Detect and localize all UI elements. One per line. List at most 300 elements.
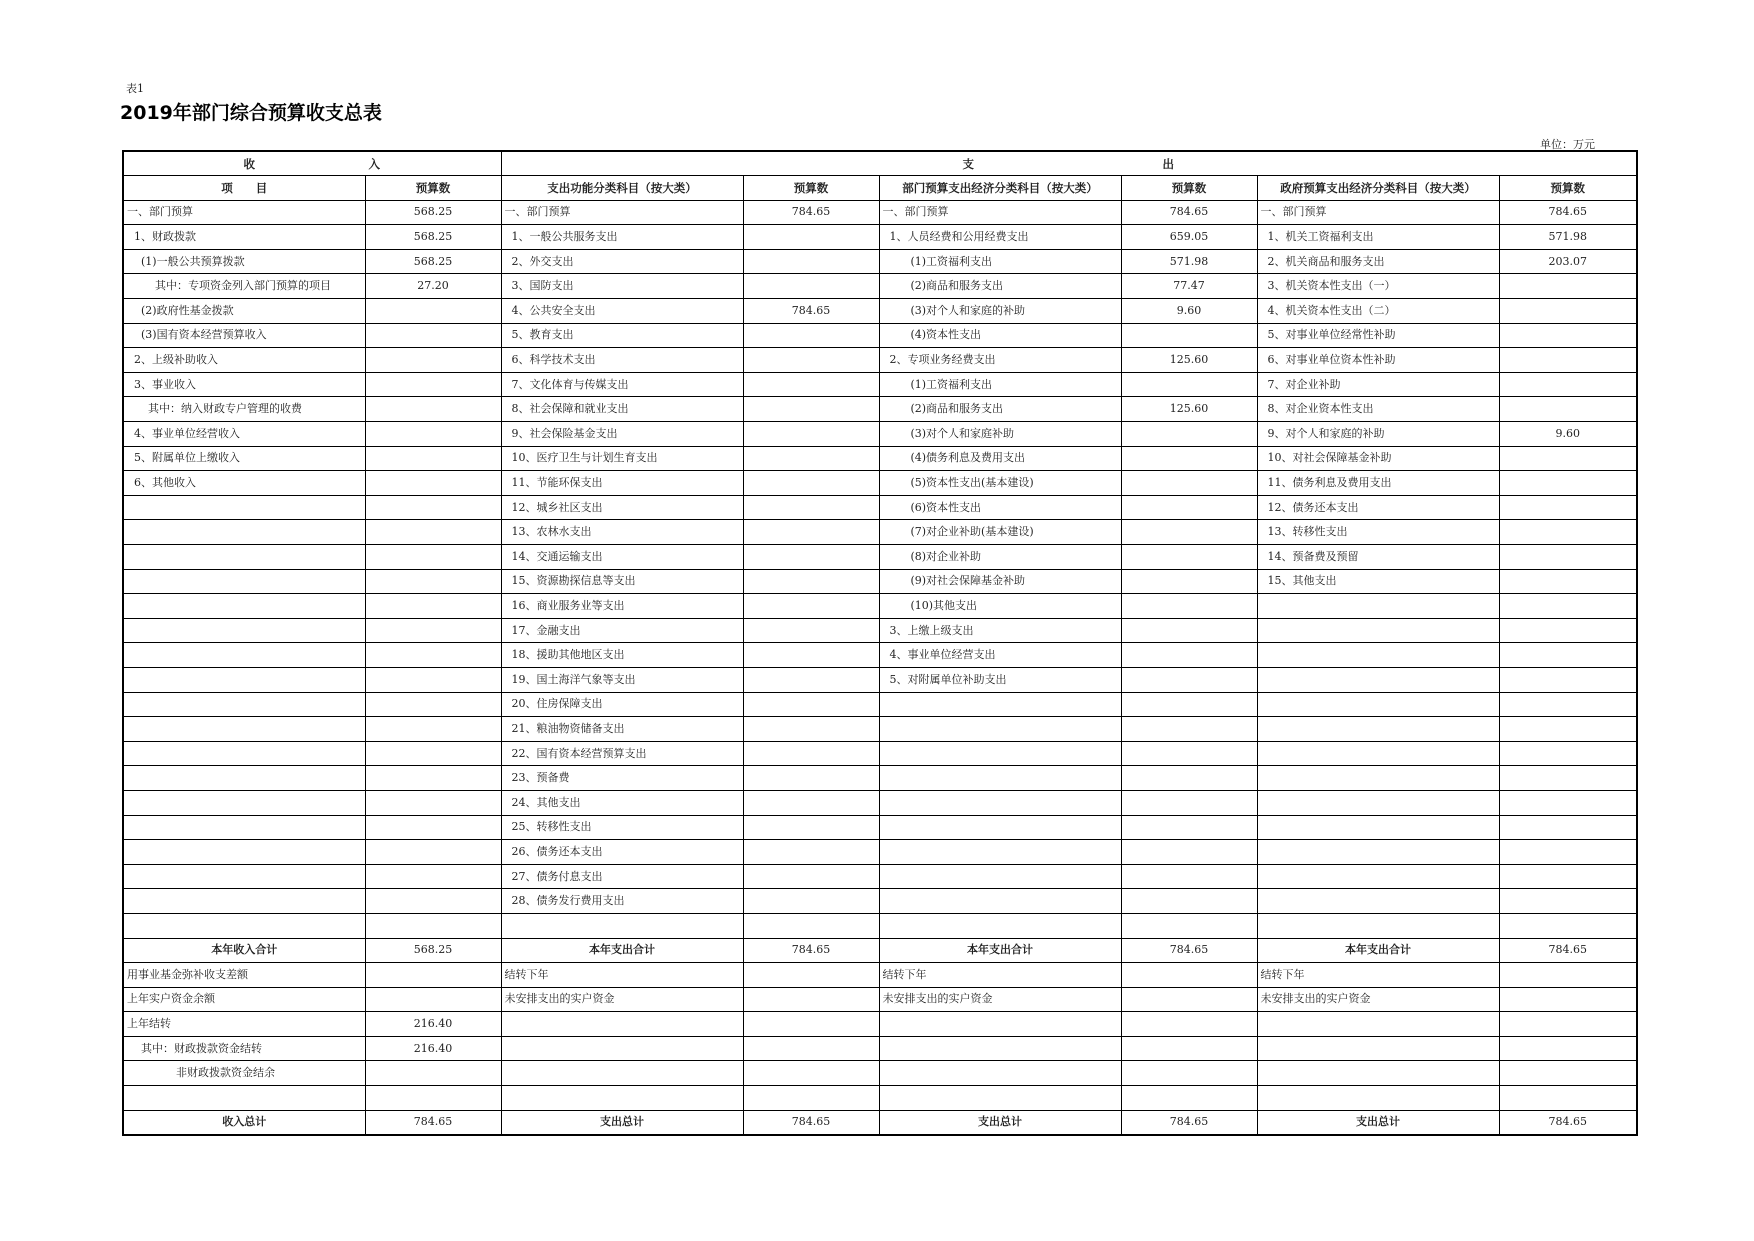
budget-amount-cell bbox=[1499, 545, 1637, 570]
item-label-cell: 一、部门预算 bbox=[501, 200, 743, 225]
unit-label: 单位：万元 bbox=[1540, 138, 1595, 151]
budget-amount-cell bbox=[1499, 495, 1637, 520]
item-label-cell: 4、事业单位经营支出 bbox=[879, 643, 1121, 668]
table-row bbox=[123, 545, 1637, 570]
budget-amount-cell bbox=[1499, 618, 1637, 643]
budget-amount-cell bbox=[1499, 717, 1637, 742]
budget-amount-cell bbox=[1121, 471, 1257, 496]
table-row bbox=[123, 274, 1637, 299]
item-label-cell: 17、金融支出 bbox=[501, 618, 743, 643]
item-label-cell: (2)政府性基金拨款 bbox=[123, 299, 365, 324]
item-label-cell bbox=[879, 1036, 1121, 1061]
budget-amount-cell bbox=[1499, 323, 1637, 348]
table-row bbox=[123, 667, 1637, 692]
table-row bbox=[123, 692, 1637, 717]
budget-amount-cell: 9.60 bbox=[1121, 299, 1257, 324]
budget-amount-cell bbox=[1121, 987, 1257, 1012]
budget-amount-cell bbox=[743, 741, 879, 766]
item-label-cell: 5、附属单位上缴收入 bbox=[123, 446, 365, 471]
budget-amount-cell: 203.07 bbox=[1499, 249, 1637, 274]
item-label-cell bbox=[1257, 766, 1499, 791]
subtotal-row bbox=[123, 938, 1637, 963]
item-label-cell: (8)对企业补助 bbox=[879, 545, 1121, 570]
budget-amount-cell bbox=[743, 249, 879, 274]
budget-amount-cell bbox=[743, 717, 879, 742]
item-label-cell bbox=[879, 790, 1121, 815]
table-row bbox=[123, 299, 1637, 324]
budget-amount-cell: 216.40 bbox=[365, 1036, 501, 1061]
budget-amount-cell: 568.25 bbox=[365, 200, 501, 225]
column-header: 预算数 bbox=[743, 176, 879, 201]
item-label-cell bbox=[123, 741, 365, 766]
item-label-cell bbox=[1257, 667, 1499, 692]
table-row bbox=[123, 323, 1637, 348]
budget-amount-cell bbox=[1499, 274, 1637, 299]
budget-amount-cell bbox=[365, 766, 501, 791]
item-label-cell bbox=[501, 1036, 743, 1061]
item-label-cell bbox=[123, 864, 365, 889]
budget-amount-cell bbox=[743, 1012, 879, 1037]
budget-amount-cell bbox=[1499, 667, 1637, 692]
item-label-cell: 其中：专项资金列入部门预算的项目 bbox=[123, 274, 365, 299]
budget-amount-cell bbox=[365, 618, 501, 643]
item-label-cell bbox=[879, 692, 1121, 717]
table-row bbox=[123, 618, 1637, 643]
budget-amount-cell bbox=[1499, 864, 1637, 889]
budget-amount-cell bbox=[743, 1086, 879, 1111]
budget-amount-cell bbox=[1121, 815, 1257, 840]
item-label-cell: (9)对社会保障基金补助 bbox=[879, 569, 1121, 594]
item-label-cell: 本年支出合计 bbox=[1257, 938, 1499, 963]
budget-amount-cell bbox=[1121, 1012, 1257, 1037]
item-label-cell: 2、专项业务经费支出 bbox=[879, 348, 1121, 373]
item-label-cell: (5)资本性支出(基本建设) bbox=[879, 471, 1121, 496]
item-label-cell: (10)其他支出 bbox=[879, 594, 1121, 619]
item-label-cell bbox=[1257, 741, 1499, 766]
budget-amount-cell bbox=[1499, 1036, 1637, 1061]
item-label-cell: 6、对事业单位资本性补助 bbox=[1257, 348, 1499, 373]
budget-amount-cell bbox=[365, 790, 501, 815]
item-label-cell: 用事业基金弥补收支差额 bbox=[123, 963, 365, 988]
item-label-cell bbox=[879, 815, 1121, 840]
item-label-cell: 3、国防支出 bbox=[501, 274, 743, 299]
budget-amount-cell bbox=[743, 889, 879, 914]
item-label-cell: 1、一般公共服务支出 bbox=[501, 225, 743, 250]
item-label-cell bbox=[123, 840, 365, 865]
budget-amount-cell bbox=[1121, 495, 1257, 520]
budget-amount-cell: 784.65 bbox=[1499, 200, 1637, 225]
table-row bbox=[123, 1036, 1637, 1061]
budget-amount-cell bbox=[365, 643, 501, 668]
item-label-cell: 本年支出合计 bbox=[879, 938, 1121, 963]
item-label-cell: 结转下年 bbox=[501, 963, 743, 988]
item-label-cell: 26、债务还本支出 bbox=[501, 840, 743, 865]
budget-amount-cell bbox=[1121, 1061, 1257, 1086]
item-label-cell: (3)国有资本经营预算收入 bbox=[123, 323, 365, 348]
item-label-cell bbox=[1257, 1086, 1499, 1111]
table-row bbox=[123, 569, 1637, 594]
budget-amount-cell: 27.20 bbox=[365, 274, 501, 299]
item-label-cell: 未安排支出的实户资金 bbox=[501, 987, 743, 1012]
budget-amount-cell: 784.65 bbox=[743, 200, 879, 225]
item-label-cell bbox=[501, 1086, 743, 1111]
budget-amount-cell bbox=[365, 717, 501, 742]
item-label-cell: 4、事业单位经营收入 bbox=[123, 422, 365, 447]
item-label-cell bbox=[879, 1061, 1121, 1086]
item-label-cell: 7、文化体育与传媒支出 bbox=[501, 372, 743, 397]
item-label-cell: 2、机关商品和服务支出 bbox=[1257, 249, 1499, 274]
table-row bbox=[123, 249, 1637, 274]
item-label-cell: 1、机关工资福利支出 bbox=[1257, 225, 1499, 250]
table-row bbox=[123, 422, 1637, 447]
table-row bbox=[123, 1086, 1637, 1111]
total-row bbox=[123, 1110, 1637, 1135]
item-label-cell: 4、机关资本性支出（二） bbox=[1257, 299, 1499, 324]
item-label-cell: 27、债务付息支出 bbox=[501, 864, 743, 889]
item-label-cell: 结转下年 bbox=[1257, 963, 1499, 988]
budget-amount-cell bbox=[1499, 1061, 1637, 1086]
item-label-cell bbox=[1257, 889, 1499, 914]
budget-amount-cell: 568.25 bbox=[365, 249, 501, 274]
budget-amount-cell bbox=[1499, 790, 1637, 815]
budget-amount-cell bbox=[1121, 372, 1257, 397]
budget-amount-cell bbox=[365, 1061, 501, 1086]
budget-amount-cell: 784.65 bbox=[1121, 1110, 1257, 1135]
item-label-cell bbox=[1257, 618, 1499, 643]
budget-amount-cell: 784.65 bbox=[743, 1110, 879, 1135]
item-label-cell: 11、债务利息及费用支出 bbox=[1257, 471, 1499, 496]
item-label-cell: 本年收入合计 bbox=[123, 938, 365, 963]
item-label-cell: 12、城乡社区支出 bbox=[501, 495, 743, 520]
item-label-cell: 13、农林水支出 bbox=[501, 520, 743, 545]
item-label-cell bbox=[1257, 864, 1499, 889]
budget-amount-cell bbox=[1121, 667, 1257, 692]
table-row bbox=[123, 200, 1637, 225]
item-label-cell bbox=[879, 864, 1121, 889]
item-label-cell: 1、人员经费和公用经费支出 bbox=[879, 225, 1121, 250]
item-label-cell bbox=[1257, 1012, 1499, 1037]
budget-amount-cell bbox=[743, 1061, 879, 1086]
item-label-cell: 8、社会保障和就业支出 bbox=[501, 397, 743, 422]
item-label-cell: (4)债务利息及费用支出 bbox=[879, 446, 1121, 471]
item-label-cell: 上年结转 bbox=[123, 1012, 365, 1037]
budget-amount-cell bbox=[1121, 323, 1257, 348]
item-label-cell: 12、债务还本支出 bbox=[1257, 495, 1499, 520]
budget-amount-cell bbox=[743, 864, 879, 889]
item-label-cell: 一、部门预算 bbox=[879, 200, 1121, 225]
table-row bbox=[123, 815, 1637, 840]
item-label-cell: 14、预备费及预留 bbox=[1257, 545, 1499, 570]
table-row bbox=[123, 372, 1637, 397]
budget-amount-cell bbox=[1121, 594, 1257, 619]
budget-amount-cell bbox=[1499, 889, 1637, 914]
item-label-cell: 6、科学技术支出 bbox=[501, 348, 743, 373]
budget-amount-cell: 568.25 bbox=[365, 938, 501, 963]
item-label-cell: 未安排支出的实户资金 bbox=[879, 987, 1121, 1012]
item-label-cell bbox=[501, 913, 743, 938]
budget-amount-cell bbox=[743, 594, 879, 619]
table-row bbox=[123, 446, 1637, 471]
item-label-cell: 3、上缴上级支出 bbox=[879, 618, 1121, 643]
table-row bbox=[123, 790, 1637, 815]
budget-amount-cell bbox=[1121, 1086, 1257, 1111]
table-row bbox=[123, 741, 1637, 766]
budget-amount-cell bbox=[365, 667, 501, 692]
budget-amount-cell bbox=[743, 692, 879, 717]
budget-amount-cell bbox=[365, 692, 501, 717]
item-label-cell bbox=[123, 495, 365, 520]
item-label-cell: (4)资本性支出 bbox=[879, 323, 1121, 348]
budget-amount-cell bbox=[743, 618, 879, 643]
item-label-cell: (1)工资福利支出 bbox=[879, 249, 1121, 274]
item-label-cell: (3)对个人和家庭补助 bbox=[879, 422, 1121, 447]
table-row bbox=[123, 963, 1637, 988]
table-row bbox=[123, 1012, 1637, 1037]
item-label-cell: 支出总计 bbox=[1257, 1110, 1499, 1135]
expense-section-header: 支 出 bbox=[501, 151, 1637, 176]
budget-amount-cell bbox=[1121, 790, 1257, 815]
budget-amount-cell bbox=[1499, 372, 1637, 397]
budget-amount-cell bbox=[1499, 766, 1637, 791]
item-label-cell: 3、事业收入 bbox=[123, 372, 365, 397]
budget-amount-cell bbox=[743, 569, 879, 594]
budget-amount-cell bbox=[365, 889, 501, 914]
budget-amount-cell bbox=[743, 840, 879, 865]
budget-amount-cell bbox=[1121, 889, 1257, 914]
item-label-cell: 8、对企业资本性支出 bbox=[1257, 397, 1499, 422]
budget-amount-cell bbox=[743, 397, 879, 422]
budget-amount-cell bbox=[743, 545, 879, 570]
item-label-cell: 2、上级补助收入 bbox=[123, 348, 365, 373]
column-header: 预算数 bbox=[1499, 176, 1637, 201]
item-label-cell: 3、机关资本性支出（一） bbox=[1257, 274, 1499, 299]
budget-amount-cell bbox=[1499, 569, 1637, 594]
budget-amount-cell bbox=[365, 446, 501, 471]
budget-amount-cell bbox=[1499, 471, 1637, 496]
item-label-cell: (1)一般公共预算拨款 bbox=[123, 249, 365, 274]
budget-amount-cell bbox=[1121, 692, 1257, 717]
item-label-cell bbox=[1257, 840, 1499, 865]
item-label-cell bbox=[501, 1061, 743, 1086]
column-header: 预算数 bbox=[365, 176, 501, 201]
budget-amount-cell bbox=[365, 815, 501, 840]
budget-amount-cell bbox=[1499, 397, 1637, 422]
item-label-cell bbox=[1257, 790, 1499, 815]
table-row bbox=[123, 717, 1637, 742]
table-row bbox=[123, 889, 1637, 914]
budget-amount-cell bbox=[743, 987, 879, 1012]
budget-amount-cell bbox=[1121, 840, 1257, 865]
income-section-header: 收 入 bbox=[123, 151, 501, 176]
budget-amount-cell bbox=[1499, 987, 1637, 1012]
budget-amount-cell: 571.98 bbox=[1499, 225, 1637, 250]
table-row bbox=[123, 987, 1637, 1012]
item-label-cell: (1)工资福利支出 bbox=[879, 372, 1121, 397]
item-label-cell bbox=[879, 840, 1121, 865]
table-row bbox=[123, 495, 1637, 520]
budget-amount-cell bbox=[365, 987, 501, 1012]
budget-amount-cell bbox=[1121, 766, 1257, 791]
item-label-cell: 9、对个人和家庭的补助 bbox=[1257, 422, 1499, 447]
budget-amount-cell bbox=[743, 225, 879, 250]
budget-amount-cell bbox=[365, 471, 501, 496]
budget-amount-cell bbox=[743, 520, 879, 545]
budget-amount-cell bbox=[743, 963, 879, 988]
item-label-cell bbox=[1257, 1036, 1499, 1061]
item-label-cell bbox=[1257, 913, 1499, 938]
budget-amount-cell bbox=[743, 323, 879, 348]
item-label-cell bbox=[123, 815, 365, 840]
column-header: 部门预算支出经济分类科目（按大类） bbox=[879, 176, 1121, 201]
budget-amount-cell bbox=[743, 913, 879, 938]
item-label-cell: 5、对附属单位补助支出 bbox=[879, 667, 1121, 692]
budget-amount-cell: 784.65 bbox=[743, 299, 879, 324]
item-label-cell: 7、对企业补助 bbox=[1257, 372, 1499, 397]
budget-amount-cell bbox=[1121, 618, 1257, 643]
item-label-cell: (7)对企业补助(基本建设) bbox=[879, 520, 1121, 545]
item-label-cell: 16、商业服务业等支出 bbox=[501, 594, 743, 619]
item-label-cell bbox=[123, 545, 365, 570]
budget-amount-cell bbox=[743, 471, 879, 496]
table-row bbox=[123, 840, 1637, 865]
item-label-cell: 10、对社会保障基金补助 bbox=[1257, 446, 1499, 471]
budget-amount-cell bbox=[1499, 299, 1637, 324]
budget-amount-cell bbox=[1121, 545, 1257, 570]
item-label-cell bbox=[123, 692, 365, 717]
table-row bbox=[123, 520, 1637, 545]
table-row bbox=[123, 766, 1637, 791]
item-label-cell: 5、对事业单位经常性补助 bbox=[1257, 323, 1499, 348]
item-label-cell: 10、医疗卫生与计划生育支出 bbox=[501, 446, 743, 471]
budget-amount-cell bbox=[365, 741, 501, 766]
item-label-cell: 9、社会保险基金支出 bbox=[501, 422, 743, 447]
item-label-cell: 28、债务发行费用支出 bbox=[501, 889, 743, 914]
budget-amount-cell bbox=[365, 864, 501, 889]
item-label-cell: 11、节能环保支出 bbox=[501, 471, 743, 496]
table-row bbox=[123, 643, 1637, 668]
budget-amount-cell: 568.25 bbox=[365, 225, 501, 250]
item-label-cell bbox=[879, 717, 1121, 742]
budget-amount-cell bbox=[365, 1086, 501, 1111]
table-row bbox=[123, 225, 1637, 250]
budget-amount-cell bbox=[1499, 520, 1637, 545]
item-label-cell bbox=[1257, 1061, 1499, 1086]
budget-amount-cell: 784.65 bbox=[365, 1110, 501, 1135]
item-label-cell: 一、部门预算 bbox=[123, 200, 365, 225]
item-label-cell: 本年支出合计 bbox=[501, 938, 743, 963]
table-row bbox=[123, 864, 1637, 889]
item-label-cell: 24、其他支出 bbox=[501, 790, 743, 815]
budget-amount-cell bbox=[743, 643, 879, 668]
item-label-cell: (6)资本性支出 bbox=[879, 495, 1121, 520]
budget-amount-cell bbox=[1499, 692, 1637, 717]
budget-amount-cell: 9.60 bbox=[1499, 422, 1637, 447]
item-label-cell bbox=[123, 717, 365, 742]
item-label-cell: 25、转移性支出 bbox=[501, 815, 743, 840]
budget-amount-cell bbox=[1499, 1012, 1637, 1037]
budget-amount-cell bbox=[1499, 815, 1637, 840]
item-label-cell: 其中：纳入财政专户管理的收费 bbox=[123, 397, 365, 422]
item-label-cell: 22、国有资本经营预算支出 bbox=[501, 741, 743, 766]
item-label-cell bbox=[879, 766, 1121, 791]
column-header: 支出功能分类科目（按大类） bbox=[501, 176, 743, 201]
item-label-cell bbox=[123, 569, 365, 594]
page-title: 2019年部门综合预算收支总表 bbox=[120, 102, 382, 124]
budget-amount-cell bbox=[1121, 1036, 1257, 1061]
item-label-cell: 1、财政拨款 bbox=[123, 225, 365, 250]
item-label-cell: (3)对个人和家庭的补助 bbox=[879, 299, 1121, 324]
column-header: 政府预算支出经济分类科目（按大类） bbox=[1257, 176, 1499, 201]
budget-amount-cell bbox=[1499, 1086, 1637, 1111]
budget-amount-cell bbox=[743, 1036, 879, 1061]
budget-amount-cell: 125.60 bbox=[1121, 397, 1257, 422]
column-header: 预算数 bbox=[1121, 176, 1257, 201]
item-label-cell: 非财政拨款资金结余 bbox=[123, 1061, 365, 1086]
item-label-cell: 18、援助其他地区支出 bbox=[501, 643, 743, 668]
budget-amount-cell bbox=[365, 520, 501, 545]
item-label-cell: 一、部门预算 bbox=[1257, 200, 1499, 225]
item-label-cell bbox=[1257, 594, 1499, 619]
budget-amount-cell bbox=[1121, 864, 1257, 889]
item-label-cell: 14、交通运输支出 bbox=[501, 545, 743, 570]
budget-amount-cell bbox=[365, 323, 501, 348]
budget-amount-cell: 784.65 bbox=[1499, 1110, 1637, 1135]
budget-amount-cell bbox=[365, 422, 501, 447]
item-label-cell: 结转下年 bbox=[879, 963, 1121, 988]
item-label-cell: (2)商品和服务支出 bbox=[879, 397, 1121, 422]
table-row bbox=[123, 397, 1637, 422]
item-label-cell: 15、资源勘探信息等支出 bbox=[501, 569, 743, 594]
budget-amount-cell: 784.65 bbox=[1121, 938, 1257, 963]
budget-amount-cell bbox=[1121, 963, 1257, 988]
budget-amount-cell: 784.65 bbox=[743, 938, 879, 963]
item-label-cell: 上年实户资金余额 bbox=[123, 987, 365, 1012]
item-label-cell bbox=[123, 520, 365, 545]
item-label-cell: (2)商品和服务支出 bbox=[879, 274, 1121, 299]
budget-amount-cell bbox=[1121, 741, 1257, 766]
budget-amount-cell bbox=[365, 397, 501, 422]
item-label-cell bbox=[123, 913, 365, 938]
item-label-cell bbox=[501, 1012, 743, 1037]
budget-amount-cell bbox=[365, 545, 501, 570]
budget-amount-cell: 784.65 bbox=[1121, 200, 1257, 225]
item-label-cell: 2、外交支出 bbox=[501, 249, 743, 274]
item-label-cell: 收入总计 bbox=[123, 1110, 365, 1135]
item-label-cell: 4、公共安全支出 bbox=[501, 299, 743, 324]
budget-amount-cell bbox=[743, 667, 879, 692]
budget-amount-cell bbox=[1121, 643, 1257, 668]
item-label-cell bbox=[123, 594, 365, 619]
item-label-cell bbox=[1257, 692, 1499, 717]
item-label-cell bbox=[879, 889, 1121, 914]
item-label-cell: 23、预备费 bbox=[501, 766, 743, 791]
budget-amount-cell bbox=[1499, 963, 1637, 988]
item-label-cell: 5、教育支出 bbox=[501, 323, 743, 348]
budget-amount-cell bbox=[365, 495, 501, 520]
budget-amount-cell bbox=[743, 766, 879, 791]
budget-amount-cell: 125.60 bbox=[1121, 348, 1257, 373]
item-label-cell: 其中：财政拨款资金结转 bbox=[123, 1036, 365, 1061]
budget-amount-cell bbox=[743, 446, 879, 471]
budget-amount-cell: 659.05 bbox=[1121, 225, 1257, 250]
budget-amount-cell bbox=[1121, 913, 1257, 938]
budget-amount-cell bbox=[1121, 717, 1257, 742]
budget-amount-cell bbox=[365, 299, 501, 324]
item-label-cell bbox=[123, 790, 365, 815]
budget-amount-cell bbox=[365, 348, 501, 373]
item-label-cell bbox=[123, 667, 365, 692]
budget-amount-cell bbox=[365, 840, 501, 865]
